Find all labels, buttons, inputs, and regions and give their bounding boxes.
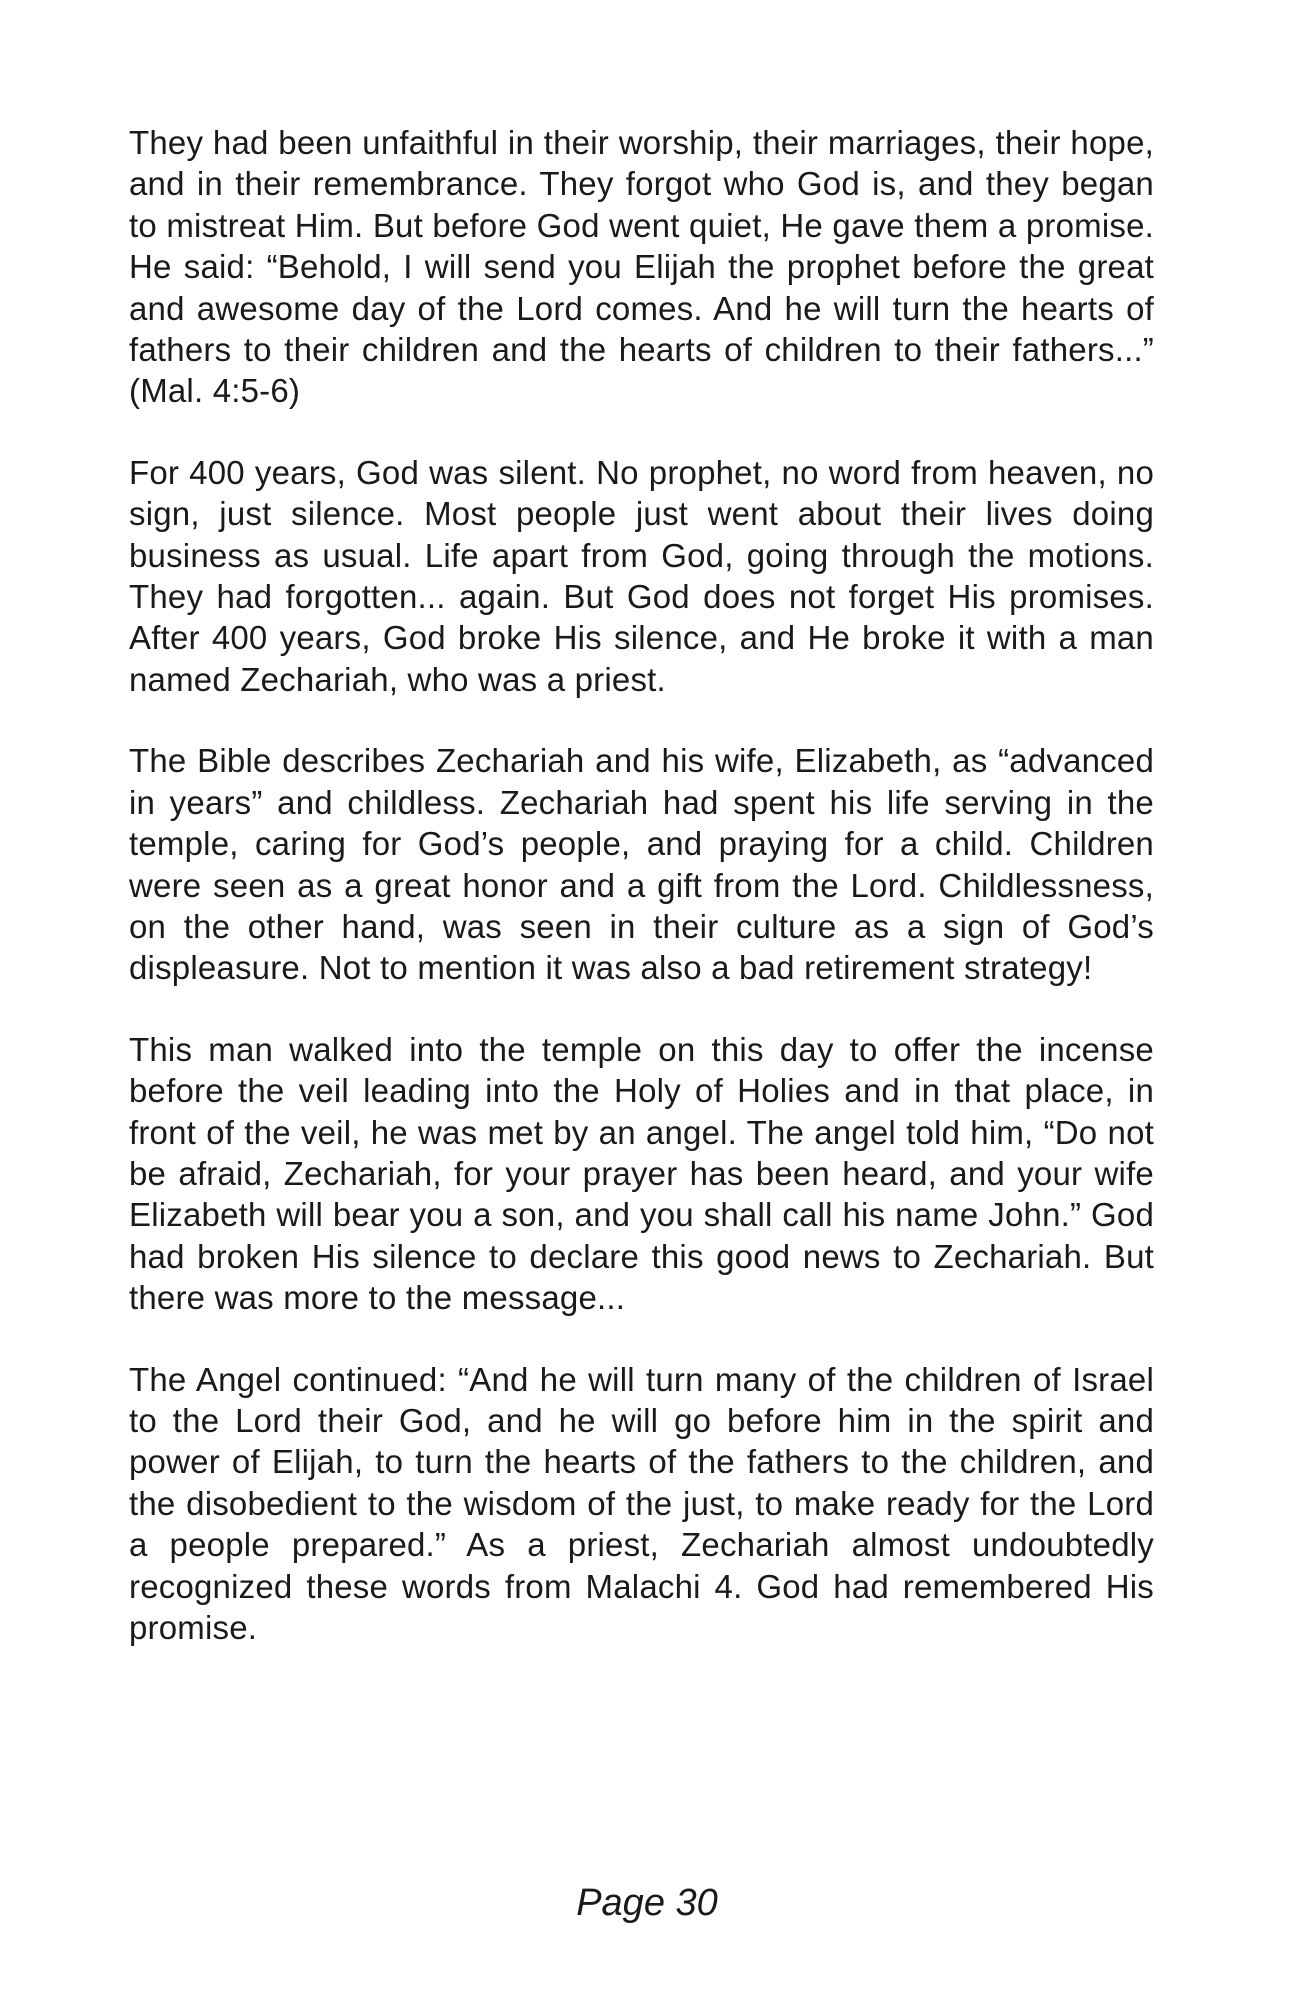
paragraph-2: For 400 years, God was silent. No prophet, no word from heaven, no sign, just silence. Most people just went about their lives doing business as usual. Life apart from God, going through the motions. They had forgotten... again. But God does not forget His promises. After 400 years, God broke His silence, and He broke it with a man named Zechariah, who was a priest.: [129, 453, 1154, 698]
paragraph-1: They had been unfaithful in their worship, their marriages, their hope, and in their remembrance. They forgot who God is, and they began to mistreat Him. But before God went quiet, He gave them a promise. He said: “Behold, I will send you Elijah the prophet before the great and awesome day of the Lord comes. And he will turn the hearts of fathers to their children and the hearts of children to their fathers...” (Mal. 4:5-6): [129, 124, 1154, 410]
paragraph-3: The Bible describes Zechariah and his wife, Elizabeth, as “advanced in years” and childless. Zechariah had spent his life serving in the temple, caring for God’s people, and praying for a child. Children were seen as a great honor and a gift from the Lord. Childlessness, on the other hand, was seen in their culture as a sign of God’s displeasure. Not to mention it was also a bad retirement strategy!: [129, 742, 1154, 987]
body-text: [129, 122, 1154, 1648]
paragraph-5: The Angel continued: “And he will turn many of the children of Israel to the Lord their God, and he will go before him in the spirit and power of Elijah, to turn the hearts of the fathers to the children, and the disobedient to the wisdom of the just, to make ready for the Lord a people prepared.” As a priest, Zechariah almost undoubtedly recognized these words from Malachi 4. God had remembered His promise.: [129, 1360, 1154, 1646]
page-number: Page 30: [576, 1882, 718, 1924]
paragraph-4: This man walked into the temple on this day to offer the incense before the veil leading into the Holy of Holies and in that place, in front of the veil, he was met by an angel. The angel told him, “Do not be afraid, Zechariah, for your prayer has been heard, and your wife Elizabeth will bear you a son, and you shall call his name John.” God had broken His silence to declare this good news to Zechariah. But there was more to the message...: [129, 1030, 1154, 1317]
